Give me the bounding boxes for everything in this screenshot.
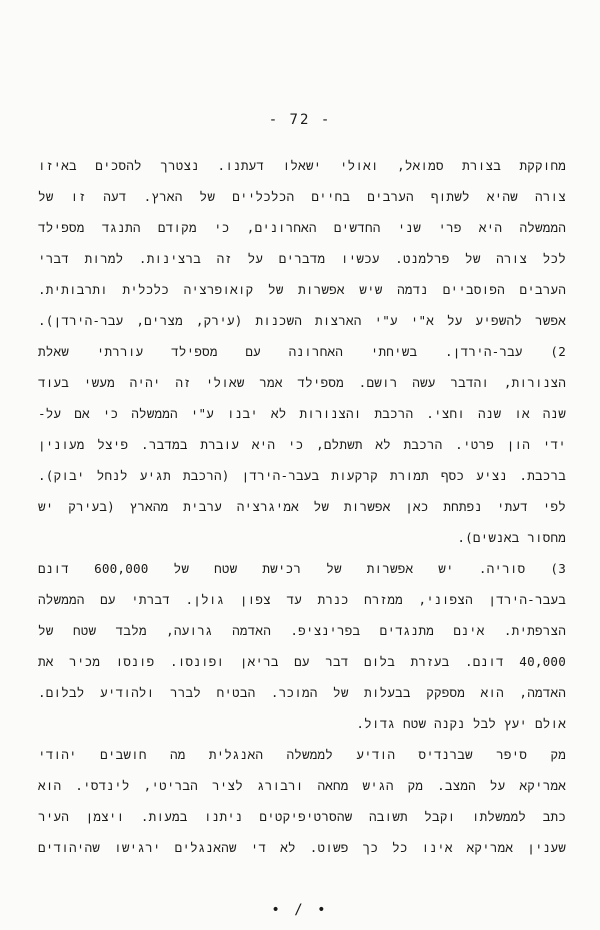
text-line: כתב לממשלתו וקבל תשובה שהסרטיפיקטים ניתנו במעות. ויצמן העיר [38, 809, 566, 824]
text-line: 40,000 דונם. בעזרת בלום דבר עם בריאן ופונסו. פונסו מכיר את [38, 654, 566, 669]
text-line: 2) עבר-הירדן. בשיחתי האחרונה עם מספילד עוררתי שאלת [38, 344, 566, 359]
text-line: אמריקא על המצב. מק הגיש מחאה ורבורג לציר הבריטי, לינדסי. הוא [38, 778, 566, 793]
text-line: הממשלה היא פרי שני החדשים האחרונים, כי מקודם התנגד מספילד [38, 220, 566, 235]
text-line: הצרפתית. אינם מתנגדים בפרינציפ. האדמה גרועה, מלבד שטח של [38, 623, 566, 638]
text-line: הערבים הפוסביים נדמה שיש אפשרות של קואופרציה כלכלית ותרבותית. [38, 282, 566, 297]
text-line: האדמה, הוא מספקק בבעלות של המוכר. הבטיח לברר ולהודיע לבלום. [38, 685, 566, 700]
page-number: - 72 - [268, 112, 332, 128]
text-line: אפשר להשפיע על א"י ע"י הארצות השכנות (עירק, מצרים, עבר-הירדן). [38, 313, 566, 328]
text-line: לכל צורה של פרלמנט. עכשיו מדברים על זה ברצינות. למרות דברי [38, 251, 566, 266]
text-line: מחסור באנשים). [457, 530, 566, 545]
text-line: שענין אמריקא אינו כל כך פשוט. לא די שהאנגלים ירגישו שהיהודים [38, 840, 566, 855]
text-line: בעבר-הירדן הצפוני, ממזרח כנרת עד צפון גולן. דברתי עם הממשלה [38, 592, 566, 607]
text-line: לפי דעתי נפתחת כאן אפשרות של אמיגרציה ערבית מהארץ (בעירק יש [38, 499, 566, 514]
text-line: הצנורות, והדבר עשה רושם. מספילד אמר שאולי זה יהיה מעשי בעוד [38, 375, 566, 390]
text-line: ברכבת. נציע כסף תמורת קרקעות בעבר-הירדן (הרכבת תגיע לנחל יבוק). [38, 468, 566, 483]
text-line: מחוקקת בצורת סמואל, ואולי ישאלו דעתנו. נצטרך להסכים באיזו [38, 158, 566, 173]
text-line: שנה או שנה וחצי. הרכבת והצנורות לא יבנו ע"י הממשלה כי אם על- [38, 406, 566, 421]
text-line: 3) סוריה. יש אפשרות של רכישת שטח של 600,000 דונם [38, 561, 567, 576]
text-line: ידי הון פרטי. הרכבת לא תשתלם, כי היא עוברת במדבר. פיצל מעונין [38, 437, 566, 452]
text-line: מק סיפר שברנדיס הודיע לממשלה האנגלית מה חושבים יהודי [38, 747, 566, 762]
body-text [38, 150, 566, 863]
text-line: צורה שהיא לשתוף הערבים בחיים הכלכליים של הארץ. דעה זו של [38, 189, 566, 204]
footer-mark: • / • [271, 902, 329, 918]
text-line: אולם יעץ לבל נקנה שטח גדול. [356, 716, 566, 731]
